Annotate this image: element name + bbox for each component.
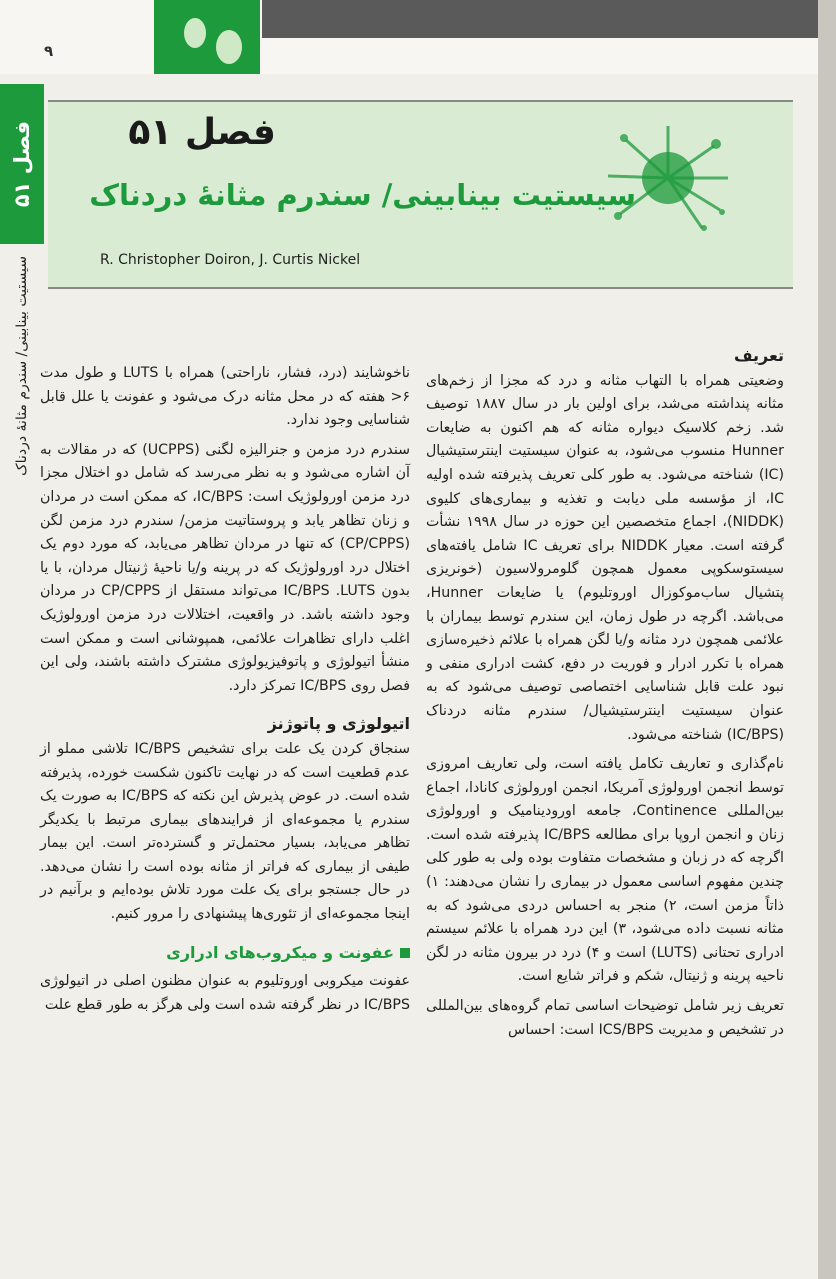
leaf-decoration xyxy=(216,30,242,64)
chapter-side-label: فصل ۵۱ xyxy=(10,120,34,208)
chapter-number: فصل ۵۱ xyxy=(128,112,276,153)
page-number: ۹ xyxy=(44,42,54,60)
subsection-heading-text: عفونت و میکروب‌های ادراری xyxy=(166,942,394,962)
paragraph: تعریف زیر شامل توضیحات اساسی تمام گروه‌های بین‌المللی در تشخیص و مدیریت ICS/BPS است: احساس xyxy=(426,998,784,1038)
paragraph: سندرم درد مزمن و جنرالیزه لگنی (UCPPS) که در مقالات به آن اشاره می‌شود و به نظر می‌رسد که شامل دو اختلال مجزا درد مزمن اورولوژیک است: IC/BPS، که ممکن است در مردان و زنان تظاهر یابد و پروستاتیت مزمن/ سندرم درد مزمن لگن (CP/CPPS) که تنها در مردان تظاهر می‌یابد، که مورد دوم یک اختلال درد اورولوژیک که در پرینه و/یا ناحیهٔ ژنیتال مردان، با یا بدون IC/BPS .LUTS می‌تواند مستقل از CP/CPPS در مردان وجود داشته باشد. در واقعیت، اختلالات درد مزمن اورولوژیک اغلب دارای تظاهرات علائمی، همپوشانی است و ممکن است منشأ اتیولوژی و پاتوفیزیولوژی مشترک داشته باشند، ولی این فصل روی IC/BPS تمرکز دارد. xyxy=(40,441,410,694)
paragraph: وضعیتی همراه با التهاب مثانه و درد که مجزا از زخم‌های مثانه پنداشته می‌شد، برای اولین بار در سال ۱۸۸۷ توصیف شد. زخم کلاسیک دیواره مثانه که هم اکنون به ضایعات Hunner منسوب می‌شود، به عنوان سیستیت اینترستیشیال (IC) شناخته می‌شود. به طور کلی تعریف پذیرفته شده اولیه IC، از مؤسسه ملی دیابت و تغذیه و بیماری‌های کلیوی (NIDDK)، اجماع متخصصین این حوزه در سال ۱۹۹۸ نشأت گرفته است. معیار NIDDK برای تعریف IC شامل یافته‌های سیستوسکوپی معمول همچون گلومرولاسیون (خونریزی پتشیال ساب‌موکوزال اوروتلیوم) یا ضایعات Hunner، می‌باشد. اگرچه در طول زمان، این سندرم توسط بیماران با علائمی همچون درد مثانه و/یا لگن همراه با علائم ذخیره‌سازی همراه با تکرر ادرار و فوریت در دفع، کشت ادراری منفی و نبود علت قابل شناسایی اختصاصی توصیف می‌شود که به عنوان سیستیت اینترستیشیال/ سندرم مثانه دردناک (IC/BPS) شناخته می‌شود. xyxy=(426,372,785,743)
authors: R. Christopher Doiron, J. Curtis Nickel xyxy=(100,252,361,268)
subsection-heading-infection xyxy=(40,941,410,965)
top-green-block xyxy=(154,0,260,74)
chapter-title: سیستیت بینابینی/ سندرم مثانهٔ دردناک xyxy=(89,178,636,212)
header-rule-bottom xyxy=(48,287,793,289)
paragraph: ناخوشایند (درد، فشار، ناراحتی) همراه با LUTS و طول مدت ۶< هفته که در محل مثانه درک می‌شود و عفونت یا علل قابل شناسایی وجود ندارد. xyxy=(40,365,410,429)
paragraph: سنجاق کردن یک علت برای تشخیص IC/BPS تلاشی مملو از عدم قطعیت است که در نهایت تاکنون شکست خورده، پذیرفته شده است. در عوض پذیرش این نکته که IC/BPS به صورت یک سندرم یا مجموعه‌ای از فرایندهای بیماری مرتبط با یکدیگر تظاهر می‌یابد، بسیار محتمل‌تر و گسترده‌تر است. این بیمار طیفی از بیماری که فراتر از مثانه بوده است را نشان می‌دهد. در حال جستجو برای یک علت مورد تلاش بوده‌ایم و برآنیم در اینجا مجموعه‌ای از تئوری‌ها پیشنهادی را مرور کنیم. xyxy=(40,740,410,923)
paragraph: نام‌گذاری و تعاریف تکامل یافته است، ولی تعاریف امروزی توسط انجمن اورولوژی آمریکا، انجمن اورولوژی کانادا، اجماع بین‌المللی Continence، جامعه اورودینامیک و اورولوژی زنان و انجمن اروپا برای مطالعه IC/BPS پذیرفته شده است. اگرچه که در زبان و مشخصات متفاوت بوده ولی به طور کلی چندین مفهوم اساسی معمول در بیماری را نشان می‌دهند: ۱) ذاتاً مزمن است، ۲) منجر به احساس دردی می‌شود که به مثانه نسبت داده می‌شود، ۳) این درد همراه با علائم سیستم ادراری تحتانی (LUTS) است و ۴) درد در بیرون مثانه در لگن ناحیه پرینه و ژنیتال، شکم و فراتر شایع است. xyxy=(426,756,784,985)
section-heading-etiology: اتیولوژی و پاتوژنز xyxy=(267,714,410,734)
next-page-edge xyxy=(818,0,836,1279)
header-rule-top xyxy=(48,100,793,102)
square-bullet-icon xyxy=(400,948,410,958)
section-heading-definition: تعریف xyxy=(733,346,784,365)
right-column xyxy=(426,344,784,1048)
left-column xyxy=(40,362,410,1023)
leaf-decoration xyxy=(184,18,206,48)
paragraph: عفونت میکروبی اوروتلیوم به عنوان مظنون اصلی در اتیولوژی IC/BPS در نظر گرفته شده است ولی هرگز به طور قطع علت xyxy=(40,973,410,1013)
running-title xyxy=(0,256,44,506)
top-shadow xyxy=(262,0,836,38)
running-title-text: سیستیت بینابینی/ سندرم مثانهٔ دردناک xyxy=(14,256,30,476)
chapter-side-tab xyxy=(0,84,44,244)
